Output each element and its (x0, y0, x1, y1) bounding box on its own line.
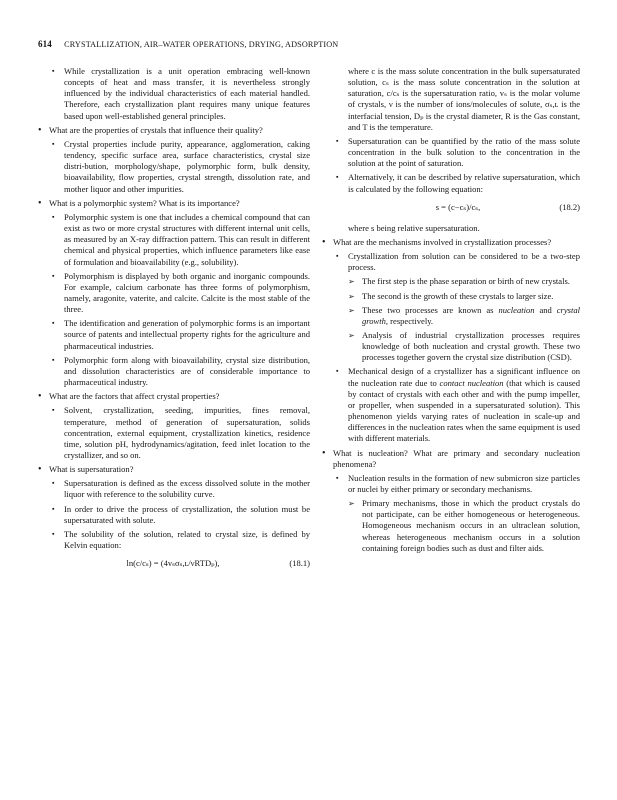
arrow-item: ➢ These two processes are known as nucleation and crystal growth, respectively. (322, 305, 580, 327)
bullet-item: ▪ The identification and generation of polymorphic forms is an important source of patents and intellectual property rights for the agriculture and pharmaceutical industries. (38, 318, 310, 351)
bullet-item: ▪ Crystallization from solution can be considered to be a two-step process. (322, 251, 580, 273)
equation-relative-supersaturation (322, 202, 580, 216)
equation-number: (18.2) (559, 201, 580, 212)
page-number: 614 (38, 39, 52, 49)
paragraph: where c is the mass solute concentration in the bulk supersaturated solution, cₛ is the mass solute concentration in the solution at saturation, c/cₛ is the supersaturation ratio, vₛ is the molar volume of crystals, ν is the number of ions/molecules of solute, σₛ,ʟ is the interfacial tension, Dₚ is the crystal diameter, R is the Gas constant, and T is the temperature. (348, 66, 580, 132)
question-heading: • What is a polymorphic system? What is its importance? (38, 198, 310, 209)
right-column (322, 66, 580, 557)
question-heading: • What are the properties of crystals that influence their quality? (38, 125, 310, 136)
question-heading: • What are the factors that affect crystal properties? (38, 391, 310, 402)
running-header (38, 39, 578, 53)
term-crystal-growth: crystal growth (362, 304, 580, 326)
bullet-item: ▪ The solubility of the solution, related to crystal size, is defined by Kelvin equation: (38, 529, 310, 551)
equation-number: (18.1) (289, 558, 310, 569)
question-heading: • What is nucleation? What are primary and secondary nucleation phenomena? (322, 448, 580, 470)
arrow-item: ➢ The second is the growth of these crystals to larger size. (322, 291, 580, 302)
bullet-item: ▪ Alternatively, it can be described by relative supersaturation, which is calculated by the following equation: (322, 172, 580, 194)
equation-formula: ln(c/cₛ) = (4vₛσₛ,ʟ/νRTDₚ), (126, 558, 220, 569)
equation-kelvin (38, 558, 310, 572)
bullet-item: ▪ Polymorphic system is one that includes a chemical compound that can exist as two or more crystal structures with different internal unit cells, as measured by an X-ray diffraction pattern. This can result in different chemical and physical properties, which influence parameters like ease of formulation and bioavailability (e.g., solubility). (38, 212, 310, 268)
bullet-item: ▪ In order to drive the process of crystallization, the solution must be supersaturated with solute. (38, 504, 310, 526)
arrow-item: ➢ The first step is the phase separation or birth of new crystals. (322, 276, 580, 287)
bullet-item: ▪ Solvent, crystallization, seeding, impurities, fines removal, temperature, method of generation of supersaturation, solids concentration, external equipment, crystallization kinetics, residence time, solution pH, hydrodynamics/agitation, feed inlet location to the crystallizer, and so on. (38, 405, 310, 461)
running-title: CRYSTALLIZATION, AIR–WATER OPERATIONS, DRYING, ADSORPTION (64, 40, 339, 49)
bullet-item: ▪ Nucleation results in the formation of new submicron size particles or nuclei by either primary or secondary mechanisms. (322, 473, 580, 495)
arrow-item: ➢ Primary mechanisms, those in which the product crystals do not participate, can be either homogeneous or heterogeneous. Homogeneous mechanism occurs in an ultraclean solution, whereas heterogeneous mechanism occurs in a solution containing foreign bodies such as dust and filter aids. (322, 498, 580, 554)
bullet-item: ▪ Mechanical design of a crystallizer has a significant influence on the nucleation rate due to contact nucleation (that which is caused by contact of crystals with each other and with the pump impeller, or propeller, when suspended in a supersaturated solution). This phenomenon yields varying rates of nucleation in scale-up and differences in the nucleation rates when the same equipment is used with different materials. (322, 366, 580, 444)
question-heading: • What are the mechanisms involved in crystallization processes? (322, 237, 580, 248)
bullet-item: ▪ Polymorphism is displayed by both organic and inorganic compounds. For example, calcium carbonate has three forms of polymorphism, namely, aragonite, vaterite, and calcite. Calcite is the most stable of the three. (38, 271, 310, 316)
bullet-item: ▪ Supersaturation is defined as the excess dissolved solute in the mother liquor with reference to the solubility curve. (38, 478, 310, 500)
term-contact-nucleation: contact nucleation (439, 377, 504, 388)
bullet-item: ▪ Polymorphic form along with bioavailability, crystal size distribution, and dissolution characteristics are of considerable importance to pharmaceutical industry. (38, 355, 310, 388)
bullet-item: ▪ Crystal properties include purity, appearance, agglomeration, caking tendency, specific surface area, surface characteristics, crystal size distri-bution, morphology/shape, polymorphic form, bulk density, bioavailability, flow properties, crystal strength, dissolution rate, and mother liquor and other impurities. (38, 139, 310, 195)
bullet-item: ▪ Supersaturation can be quantified by the ratio of the mass solute concentration in the bulk solution to the concentration in the solution at the point of saturation. (322, 136, 580, 169)
question-heading: • What is supersaturation? (38, 464, 310, 475)
left-column (38, 66, 310, 579)
bullet-item: ▪ While crystallization is a unit operation embracing well-known concepts of heat and mass transfer, it is nevertheless strongly influenced by the individual characteristics of each material handled. Therefore, each crystallization plant requires many unique features based upon well-established general principles. (38, 66, 310, 122)
arrow-item: ➢ Analysis of industrial crystallization processes requires knowledge of both nucleation and crystal growth. These two processes together govern the crystal size distribution (CSD). (322, 330, 580, 363)
paragraph: where s being relative supersaturation. (348, 222, 480, 233)
equation-formula: s = (c−cₛ)/cₛ, (435, 201, 481, 212)
term-nucleation: nucleation (498, 304, 535, 315)
